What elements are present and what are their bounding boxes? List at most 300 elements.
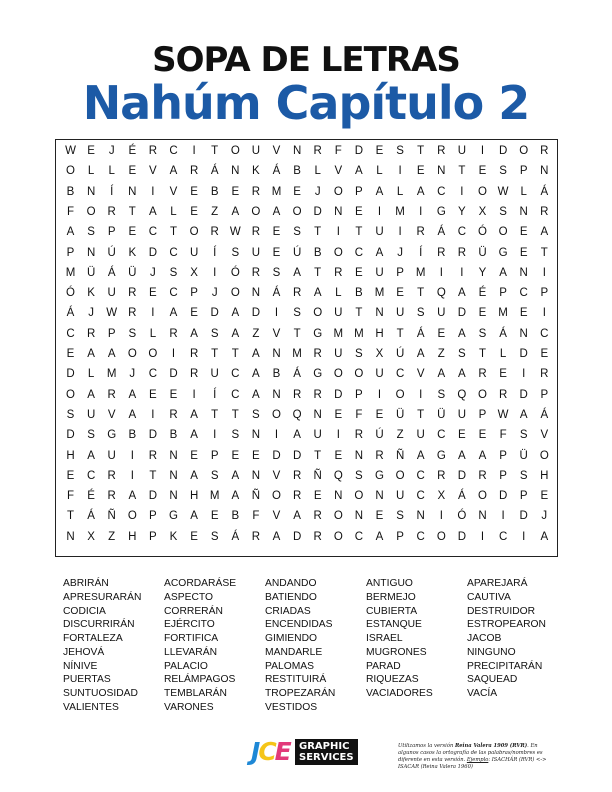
grid-letter: O [354, 368, 364, 381]
grid-letter: Ú [292, 246, 302, 259]
grid-letter: N [86, 246, 96, 259]
grid-letter: A [231, 469, 240, 482]
grid-letter: S [87, 429, 95, 442]
grid-letter: R [498, 388, 508, 401]
grid-letter: Í [419, 246, 423, 259]
grid-letter: A [66, 226, 75, 239]
word-item: CUBIERTA [366, 605, 418, 617]
grid-letter: T [149, 469, 157, 482]
grid-letter: O [539, 449, 549, 462]
grid-letter: O [333, 368, 343, 381]
grid-letter: V [272, 469, 281, 482]
word-item: VARONES [164, 701, 214, 713]
grid-letter: Ú [395, 348, 405, 360]
grid-letter: Á [416, 327, 425, 340]
grid-letter: P [149, 510, 157, 523]
grid-letter: D [210, 307, 219, 320]
grid-letter: I [192, 145, 196, 157]
grid-letter: Á [540, 185, 549, 198]
grid-letter: R [128, 307, 137, 320]
grid-letter: I [542, 266, 546, 279]
grid-letter: C [540, 327, 549, 340]
grid-letter: N [334, 205, 343, 218]
grid-letter: M [209, 490, 220, 503]
grid-letter: D [148, 490, 158, 503]
grid-letter: R [189, 165, 199, 178]
grid-letter: D [519, 510, 528, 523]
grid-letter: J [108, 145, 115, 157]
grid-letter: Ó [478, 226, 487, 239]
grid-letter: D [457, 307, 467, 320]
grid-letter: R [210, 226, 219, 239]
grid-letter: T [293, 327, 301, 340]
grid-letter: E [334, 408, 343, 421]
grid-letter: A [540, 226, 549, 239]
grid-letter: J [397, 246, 403, 259]
grid-letter: D [66, 368, 75, 381]
word-item: DISCURRIRÁN [63, 619, 135, 631]
grid-letter: U [334, 348, 343, 360]
grid-letter: O [127, 348, 137, 360]
grid-letter: L [376, 165, 383, 178]
grid-letter: M [292, 348, 302, 360]
grid-letter: A [252, 368, 260, 381]
grid-letter: U [107, 449, 116, 462]
grid-letter: N [128, 185, 137, 198]
grid-letter: A [375, 185, 384, 198]
word-item: RELÁMPAGOS [164, 674, 236, 686]
grid-letter: I [419, 388, 423, 401]
grid-letter: E [478, 307, 487, 320]
grid-letter: D [66, 429, 75, 442]
word-item: VESTIDOS [265, 701, 318, 713]
grid-letter: B [169, 429, 178, 442]
grid-letter: R [437, 145, 446, 157]
grid-letter: S [499, 165, 507, 178]
grid-letter: R [251, 530, 261, 543]
grid-letter: R [540, 145, 549, 157]
grid-letter: R [292, 287, 302, 300]
grid-letter: Z [437, 348, 445, 360]
grid-letter: A [458, 287, 466, 300]
grid-letter: E [190, 449, 198, 462]
grid-letter: Ü [437, 408, 446, 421]
grid-letter: E [293, 185, 301, 198]
grid-letter: X [87, 530, 95, 543]
grid-letter: M [65, 266, 76, 279]
grid-letter: E [396, 287, 404, 300]
grid-letter: Á [210, 165, 219, 178]
grid-letter: R [148, 145, 158, 157]
grid-letter: E [458, 429, 466, 442]
grid-letter: O [478, 185, 487, 198]
grid-letter: I [439, 510, 443, 523]
grid-letter: O [354, 490, 364, 503]
grid-letter: R [169, 408, 178, 421]
grid-letter: T [417, 287, 425, 300]
grid-letter: K [169, 530, 178, 543]
grid-letter: N [416, 510, 425, 523]
word-item: VACÍA [467, 688, 498, 699]
grid-letter: N [375, 307, 384, 320]
grid-letter: Í [213, 246, 217, 259]
grid-letter: B [66, 185, 75, 198]
grid-letter: S [169, 266, 178, 279]
grid-letter: T [355, 307, 363, 320]
grid-letter: Ñ [395, 449, 405, 462]
grid-letter: A [107, 348, 116, 360]
grid-letter: T [355, 226, 363, 239]
grid-letter: K [128, 246, 137, 259]
grid-letter: Á [66, 307, 75, 320]
grid-letter: O [313, 307, 323, 320]
grid-letter: L [520, 185, 527, 198]
grid-letter: E [519, 226, 528, 239]
grid-letter: Á [499, 327, 507, 340]
grid-letter: I [192, 388, 196, 401]
grid-letter: U [457, 408, 467, 421]
grid-letter: S [128, 327, 137, 340]
grid-letter: H [128, 530, 137, 543]
grid-letter: P [499, 449, 507, 462]
grid-letter: F [66, 205, 75, 218]
grid-letter: R [540, 205, 549, 218]
jce-logo [251, 737, 361, 767]
grid-letter: R [148, 449, 158, 462]
grid-letter: J [211, 287, 218, 300]
grid-letter: L [87, 368, 95, 381]
grid-letter: Ü [478, 246, 487, 259]
grid-letter: A [499, 266, 507, 279]
grid-letter: T [417, 145, 425, 157]
grid-letter: U [210, 368, 219, 381]
grid-letter: U [395, 490, 405, 503]
grid-letter: T [128, 205, 136, 218]
grid-letter: L [314, 165, 321, 178]
grid-letter: P [107, 327, 116, 340]
grid-letter: R [437, 469, 446, 482]
grid-letter: B [293, 165, 301, 178]
grid-letter: K [87, 287, 95, 300]
grid-letter: D [498, 490, 508, 503]
grid-letter: S [210, 327, 219, 340]
grid-letter: A [519, 408, 528, 421]
grid-letter: C [416, 469, 425, 482]
grid-letter: G [498, 246, 508, 259]
grid-letter: P [519, 165, 528, 178]
grid-letter: L [87, 165, 95, 178]
grid-letter: U [395, 307, 405, 320]
grid-letter: C [416, 490, 425, 503]
grid-letter: R [313, 348, 322, 360]
grid-letter: J [314, 185, 321, 198]
grid-letter: A [293, 510, 301, 523]
grid-letter: S [478, 327, 487, 340]
grid-letter: D [251, 307, 261, 320]
grid-letter: A [416, 348, 425, 360]
grid-letter: B [231, 510, 240, 523]
grid-letter: E [66, 469, 75, 482]
grid-letter: E [66, 348, 75, 360]
word-item: TEMBLARÁN [164, 688, 227, 699]
word-item: CAUTIVA [467, 591, 511, 603]
grid-letter: V [272, 510, 281, 523]
grid-letter: S [519, 429, 528, 442]
grid-letter: E [499, 368, 507, 381]
grid-letter: V [540, 429, 549, 442]
grid-letter: D [354, 145, 364, 157]
grid-letter: R [292, 388, 302, 401]
grid-letter: S [519, 469, 528, 482]
grid-letter: Ñ [107, 510, 116, 523]
grid-letter: E [128, 165, 137, 178]
grid-letter: O [230, 287, 240, 300]
grid-letter: H [66, 449, 75, 462]
grid-letter: A [458, 368, 466, 381]
grid-letter: E [231, 185, 240, 198]
grid-letter: C [148, 368, 158, 381]
grid-letter: C [354, 530, 364, 543]
grid-letter: I [336, 429, 340, 442]
grid-letter: N [169, 469, 178, 482]
grid-letter: P [499, 287, 507, 300]
grid-letter: A [272, 530, 281, 543]
word-item: ANDANDO [265, 578, 317, 589]
grid-letter: S [231, 246, 240, 259]
grid-letter: C [148, 226, 158, 239]
grid-letter: W [497, 185, 509, 198]
grid-letter: E [272, 246, 281, 259]
grid-letter: N [354, 449, 364, 462]
word-item: JEHOVÁ [63, 646, 105, 658]
grid-letter: P [540, 287, 549, 300]
word-item: CODICIA [63, 605, 106, 617]
grid-letter: P [210, 449, 219, 462]
grid-letter: É [128, 145, 137, 157]
grid-letter: P [519, 490, 528, 503]
grid-letter: T [211, 145, 219, 157]
grid-letter: Ú [375, 429, 384, 442]
word-item: PARAD [366, 660, 401, 672]
grid-letter: C [354, 246, 364, 259]
grid-letter: E [375, 510, 384, 523]
word-item: PUERTAS [63, 674, 111, 686]
grid-letter: Ñ [313, 469, 322, 482]
grid-letter: Á [87, 510, 95, 523]
word-column [366, 577, 433, 701]
grid-letter: Á [458, 490, 466, 503]
grid-letter: E [87, 145, 95, 157]
grid-letter: N [272, 348, 281, 360]
grid-letter: A [252, 348, 260, 360]
word-item: ANTIGUO [366, 578, 413, 589]
grid-letter: T [314, 266, 322, 279]
grid-letter: D [519, 348, 528, 360]
grid-letter: H [189, 490, 199, 503]
grid-letter: F [252, 510, 260, 523]
grid-letter: R [313, 388, 322, 401]
grid-letter: Á [540, 408, 549, 421]
grid-letter: I [460, 266, 464, 279]
grid-letter: R [251, 226, 261, 239]
grid-letter: A [375, 246, 384, 259]
grid-letter: E [128, 226, 137, 239]
grid-letter: O [148, 348, 158, 360]
grid-letter: J [541, 510, 548, 523]
grid-letter: A [169, 307, 178, 320]
grid-letter: A [231, 205, 240, 218]
grid-letter: I [398, 165, 402, 178]
grid-letter: M [395, 205, 405, 218]
grid-letter: R [313, 530, 322, 543]
grid-letter: O [127, 510, 137, 523]
grid-letter: L [335, 287, 342, 300]
grid-letter: E [252, 449, 260, 462]
word-item: JACOB [467, 633, 502, 644]
grid-letter: O [498, 226, 508, 239]
grid-letter: I [419, 205, 423, 218]
grid-letter: A [231, 307, 240, 320]
grid-letter: A [149, 205, 157, 218]
grid-letter: A [293, 429, 301, 442]
grid-letter: T [231, 408, 239, 421]
grid-letter: B [313, 246, 322, 259]
grid-letter: U [251, 246, 261, 259]
grid-letter: I [151, 408, 155, 421]
grid-letter: S [458, 348, 466, 360]
grid-letter: A [293, 266, 301, 279]
word-item: NINGUNO [467, 646, 516, 658]
grid-letter: I [151, 307, 155, 320]
grid-letter: N [540, 165, 549, 178]
grid-letter: D [313, 205, 322, 218]
grid-letter: Ü [86, 266, 96, 279]
grid-letter: O [292, 205, 302, 218]
grid-letter: Á [293, 368, 301, 381]
grid-letter: Ó [230, 266, 240, 279]
grid-letter: M [498, 307, 508, 320]
grid-letter: E [416, 165, 425, 178]
grid-letter: O [395, 469, 405, 482]
grid-letter: N [169, 490, 178, 503]
grid-letter: I [542, 307, 546, 320]
grid-letter: R [169, 327, 178, 340]
grid-letter: M [374, 287, 385, 300]
grid-letter: U [416, 429, 425, 442]
grid-letter: A [355, 165, 363, 178]
word-item: GIMIENDO [265, 633, 318, 644]
grid-letter: R [107, 205, 116, 218]
grid-letter: O [86, 205, 96, 218]
grid-letter: B [210, 185, 219, 198]
grid-letter: N [437, 165, 446, 178]
grid-letter: N [334, 490, 343, 503]
grid-letter: A [190, 408, 198, 421]
grid-letter: N [66, 530, 75, 543]
grid-letter: S [210, 530, 219, 543]
grid-letter: G [313, 327, 323, 340]
word-item: LLEVARÁN [164, 646, 218, 658]
grid-letter: Á [231, 530, 240, 543]
grid-letter: S [293, 226, 301, 239]
grid-letter: A [458, 327, 466, 340]
grid-letter: V [272, 145, 281, 157]
grid-letter: D [457, 469, 467, 482]
grid-letter: A [190, 429, 198, 442]
grid-letter: O [519, 145, 529, 157]
grid-letter: E [149, 287, 157, 300]
grid-letter: S [252, 408, 260, 421]
grid-letter: D [292, 530, 302, 543]
grid-letter: A [87, 449, 95, 462]
grid-letter: S [87, 226, 95, 239]
grid-letter: C [437, 185, 446, 198]
grid-letter: S [437, 388, 446, 401]
grid-letter: H [375, 327, 384, 340]
word-item: PALACIO [164, 660, 208, 672]
grid-letter: M [354, 327, 364, 340]
grid-letter: F [66, 490, 75, 503]
word-item: PALOMAS [265, 660, 315, 672]
grid-letter: F [355, 408, 363, 421]
grid-letter: S [231, 429, 240, 442]
grid-letter: Ü [395, 408, 405, 421]
grid-letter: S [396, 145, 404, 157]
grid-letter: R [189, 348, 199, 360]
grid-letter: T [396, 327, 404, 340]
grid-letter: J [150, 266, 156, 279]
grid-letter: N [292, 145, 302, 157]
grid-letter: A [190, 327, 198, 340]
grid-letter: C [169, 246, 178, 259]
grid-letter: E [334, 449, 343, 462]
grid-letter: N [519, 266, 528, 279]
grid-letter: C [437, 429, 446, 442]
word-item: BERMEJO [366, 591, 416, 603]
word-item: ENCENDIDAS [265, 619, 333, 631]
grid-letter: I [460, 185, 464, 198]
grid-letter: V [149, 165, 157, 178]
grid-letter: I [336, 226, 340, 239]
grid-letter: Ü [519, 449, 528, 462]
grid-letter: S [355, 469, 363, 482]
grid-letter: R [292, 490, 302, 503]
grid-letter: S [416, 307, 425, 320]
word-item: EJÉRCITO [164, 619, 215, 631]
grid-letter: X [437, 490, 446, 503]
grid-letter: Ó [457, 510, 467, 523]
grid-letter: N [251, 429, 261, 442]
grid-letter: R [354, 429, 364, 442]
grid-letter: B [128, 429, 137, 442]
grid-letter: R [313, 510, 322, 523]
grid-letter: I [213, 266, 217, 279]
grid-letter: L [108, 165, 115, 178]
grid-letter: C [66, 327, 75, 340]
grid-letter: D [519, 388, 528, 401]
grid-letter: O [333, 510, 343, 523]
grid-letter: V [107, 408, 116, 421]
grid-letter: I [480, 145, 485, 157]
word-item: NÍNIVE [63, 660, 98, 672]
grid-letter: R [478, 469, 487, 482]
grid-letter: I [130, 449, 134, 462]
grid-letter: P [499, 469, 507, 482]
grid-letter: R [416, 226, 425, 239]
grid-letter: I [522, 530, 526, 543]
grid-letter: Z [108, 530, 116, 543]
grid-letter: I [398, 226, 402, 239]
